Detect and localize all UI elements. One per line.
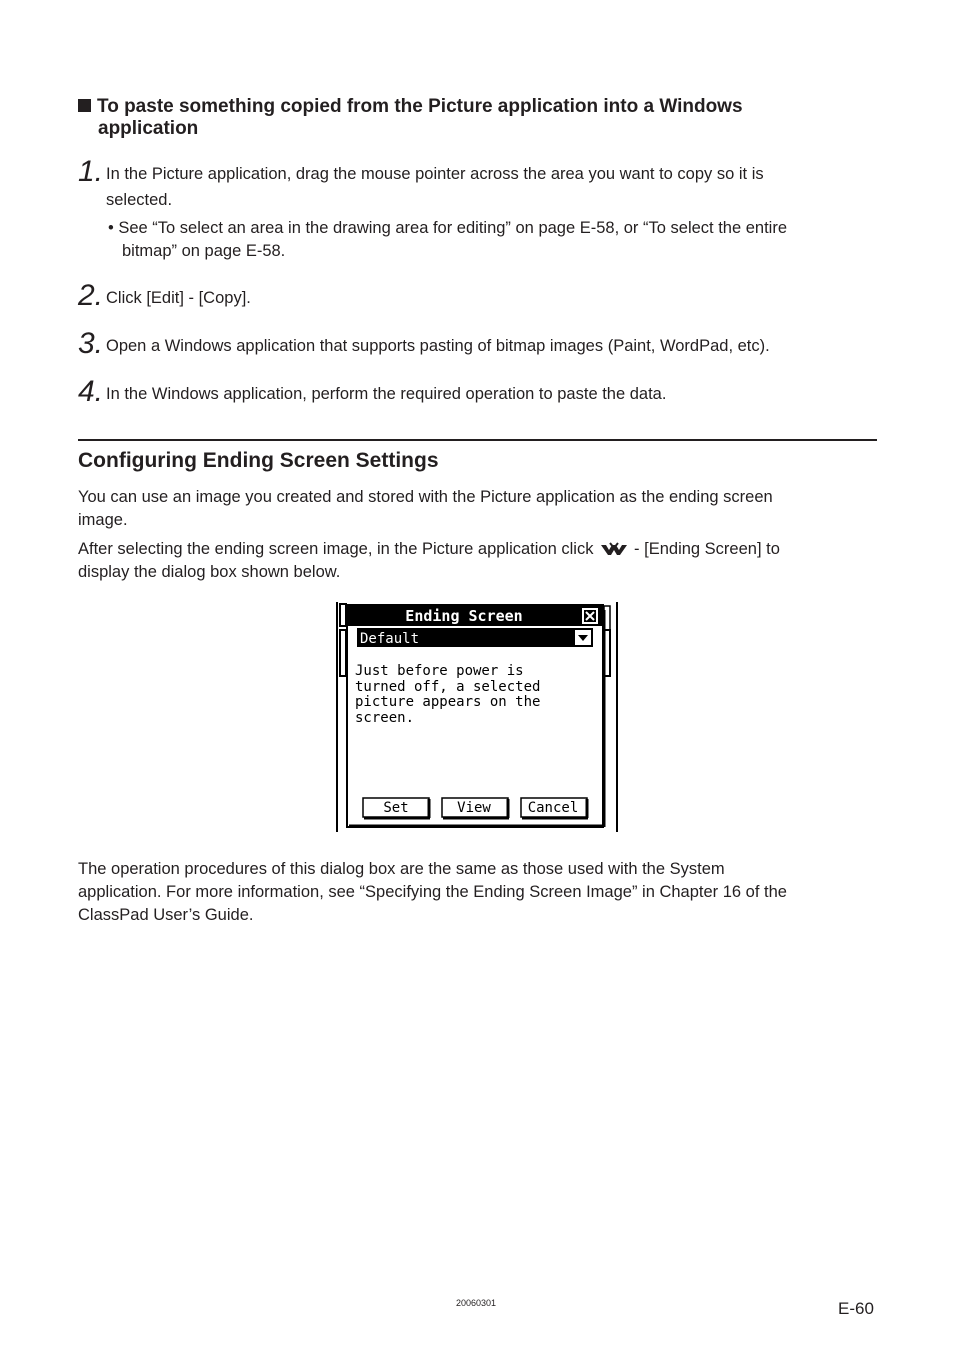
message-line-1: Just before power is bbox=[355, 663, 524, 679]
page-number: E-60 bbox=[838, 1299, 874, 1318]
section-title: Configuring Ending Screen Settings bbox=[78, 449, 439, 472]
step-1-bullet-note bbox=[108, 217, 868, 263]
section-divider bbox=[78, 439, 877, 441]
procedure-heading-line1: To paste something copied from the Picture application into a Windows bbox=[97, 96, 743, 117]
dropdown-value: Default bbox=[360, 631, 420, 647]
ending-screen-dialog bbox=[336, 602, 618, 832]
square-bullet-icon bbox=[78, 99, 91, 112]
para3-line3: ClassPad User’s Guide. bbox=[78, 906, 254, 924]
dialog-title: Ending Screen bbox=[405, 607, 523, 625]
message-line-2: turned off, a selected bbox=[355, 679, 541, 695]
chevron-down-icon[interactable] bbox=[575, 630, 591, 645]
para1-line1: You can use an image you created and stored with the Picture application as the ending screen bbox=[78, 488, 773, 506]
para3-line2: application. For more information, see “Specifying the Ending Screen Image” in Chapter 16 of the bbox=[78, 883, 787, 901]
step-1-line1: In the Picture application, drag the mouse pointer across the area you want to copy so it is bbox=[106, 165, 764, 183]
para3-line1: The operation procedures of this dialog box are the same as those used with the System bbox=[78, 860, 725, 878]
cancel-button-label: Cancel bbox=[527, 800, 579, 816]
step-number-1: 1. bbox=[78, 155, 104, 188]
para2-line1 bbox=[78, 538, 868, 561]
step-number-2: 2. bbox=[78, 279, 104, 312]
menu-icon bbox=[600, 542, 628, 556]
para2-after-icon: - [Ending Screen] to bbox=[634, 540, 780, 558]
ending-screen-dropdown[interactable] bbox=[357, 628, 593, 647]
para2-before-icon: After selecting the ending screen image, in the Picture application click bbox=[78, 540, 594, 558]
section-paragraph-2 bbox=[78, 538, 868, 584]
step-number-4: 4. bbox=[78, 375, 104, 408]
close-icon[interactable] bbox=[582, 608, 598, 624]
para1-line2: image. bbox=[78, 511, 128, 529]
bullet-line2: bitmap” on page E-58. bbox=[122, 242, 286, 260]
section-paragraph-3 bbox=[78, 858, 868, 927]
para2-line2: display the dialog box shown below. bbox=[78, 563, 341, 581]
message-line-3: picture appears on the bbox=[355, 694, 541, 710]
step-text-1 bbox=[106, 161, 866, 213]
section-paragraph-1 bbox=[78, 486, 868, 532]
procedure-heading-line2: application bbox=[98, 118, 199, 139]
step-text-3: Open a Windows application that supports pasting of bitmap images (Paint, WordPad, etc). bbox=[106, 337, 770, 355]
cancel-button[interactable] bbox=[521, 798, 588, 818]
step-text-2: Click [Edit] - [Copy]. bbox=[106, 289, 251, 307]
set-button-label: Set bbox=[383, 800, 409, 816]
view-button[interactable] bbox=[442, 798, 509, 818]
bullet-line1: • See “To select an area in the drawing area for editing” on page E-58, or “To select the entire bbox=[108, 219, 787, 237]
step-number-3: 3. bbox=[78, 327, 104, 360]
step-text-4: In the Windows application, perform the required operation to paste the data. bbox=[106, 385, 667, 403]
step-1-line2: selected. bbox=[106, 191, 173, 209]
footer-code: 20060301 bbox=[456, 1298, 497, 1308]
set-button[interactable] bbox=[363, 798, 430, 818]
view-button-label: View bbox=[457, 800, 491, 816]
message-line-4: screen. bbox=[355, 710, 415, 726]
procedure-heading bbox=[78, 96, 878, 140]
